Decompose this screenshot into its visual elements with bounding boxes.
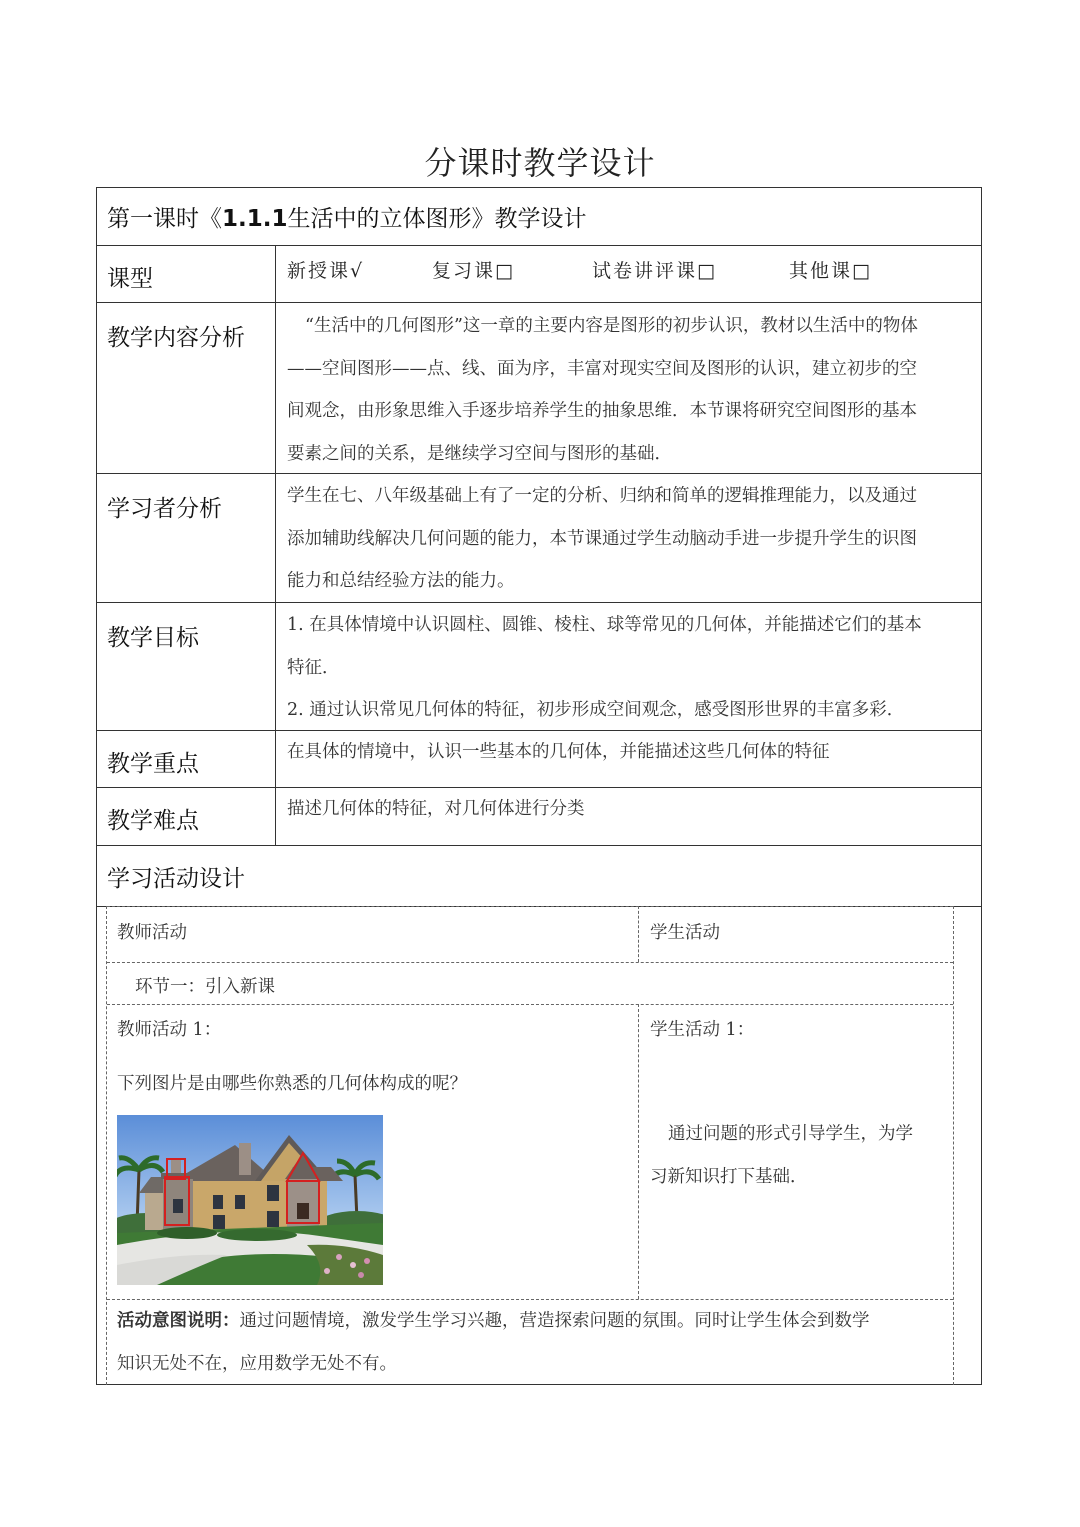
student-activity-1-text: 通过问题的形式引导学生，为学 习新知识打下基础． [650,1124,913,1187]
activity-design-row [97,846,981,907]
course-type-new: 新授课√ [287,260,365,282]
difficulties-text: 描述几何体的特征，对几何体进行分类 [287,799,585,819]
course-type-row [97,246,981,303]
key-points-text: 在具体的情境中，认识一些基本的几何体，并能描述这些几何体的特征 [287,742,830,762]
teacher-activity-header: 教师活动 [117,923,187,943]
lesson-title: 第一课时《1.1.1生活中的立体图形》教学设计 [107,206,587,232]
course-type-review: 复习课□ [432,260,515,282]
teacher-activity-1-title: 教师活动 1： [117,1020,222,1040]
document-title: 分课时教学设计 [424,144,656,182]
objectives-row [97,603,981,731]
section-1-title: 环节一：引入新课 [135,977,275,997]
course-type-label: 课型 [107,266,153,292]
content-analysis-row [97,303,981,474]
difficulties-label: 教学难点 [107,808,199,834]
activity-table [106,906,954,1385]
difficulties-row [97,788,981,846]
learner-analysis-text: 学生在七、八年级基础上有了一定的分析、归纳和简单的逻辑推理能力，以及通过 添加辅助线解决几何问题的能力，本节课通过学生动脑动手进一步提升学生的识图 能力和总结经验方法的能力。 [287,486,917,591]
objectives-label: 教学目标 [107,625,199,651]
content-analysis-text: “生活中的几何图形”这一章的主要内容是图形的初步认识，教材以生活中的物体 ——空间图形——点、线、面为序，丰富对现实空间及图形的认识，建立初步的空 间观念，由形象思维入手逐步培养学生的抽象思维．本节课将研究空间图形的基本 要素之间的关系，是继续学习空间与图形的基础． [287,316,918,464]
lesson-title-row [97,188,981,246]
content-analysis-label: 教学内容分析 [107,325,245,351]
course-type-exam-review: 试卷讲评课□ [592,260,717,282]
objectives-text: 1. 在具体情境中认识圆柱、圆锥、棱柱、球等常见的几何体，并能描述它们的基本 特征． 2. 通过认识常见几何体的特征，初步形成空间观念，感受图形世界的丰富多彩． [287,615,922,720]
activity-design-label: 学习活动设计 [107,866,245,892]
learner-analysis-label: 学习者分析 [107,496,222,522]
course-type-other: 其他课□ [789,260,872,282]
student-activity-1-title: 学生活动 1： [650,1020,755,1040]
activity-intent: 活动意图说明：通过问题情境，激发学生学习兴趣，营造探索问题的氛围。同时让学生体会到数学 知识无处不在，应用数学无处不有。 [117,1311,870,1374]
teacher-activity-1-question: 下列图片是由哪些你熟悉的几何体构成的呢？ [117,1074,467,1094]
house-illustration [117,1115,383,1285]
key-points-label: 教学重点 [107,751,199,777]
student-activity-header: 学生活动 [650,923,720,943]
key-points-row [97,731,981,788]
intent-label: 活动意图说明： [117,1311,240,1331]
house-photo [117,1115,383,1285]
learner-analysis-row [97,474,981,603]
